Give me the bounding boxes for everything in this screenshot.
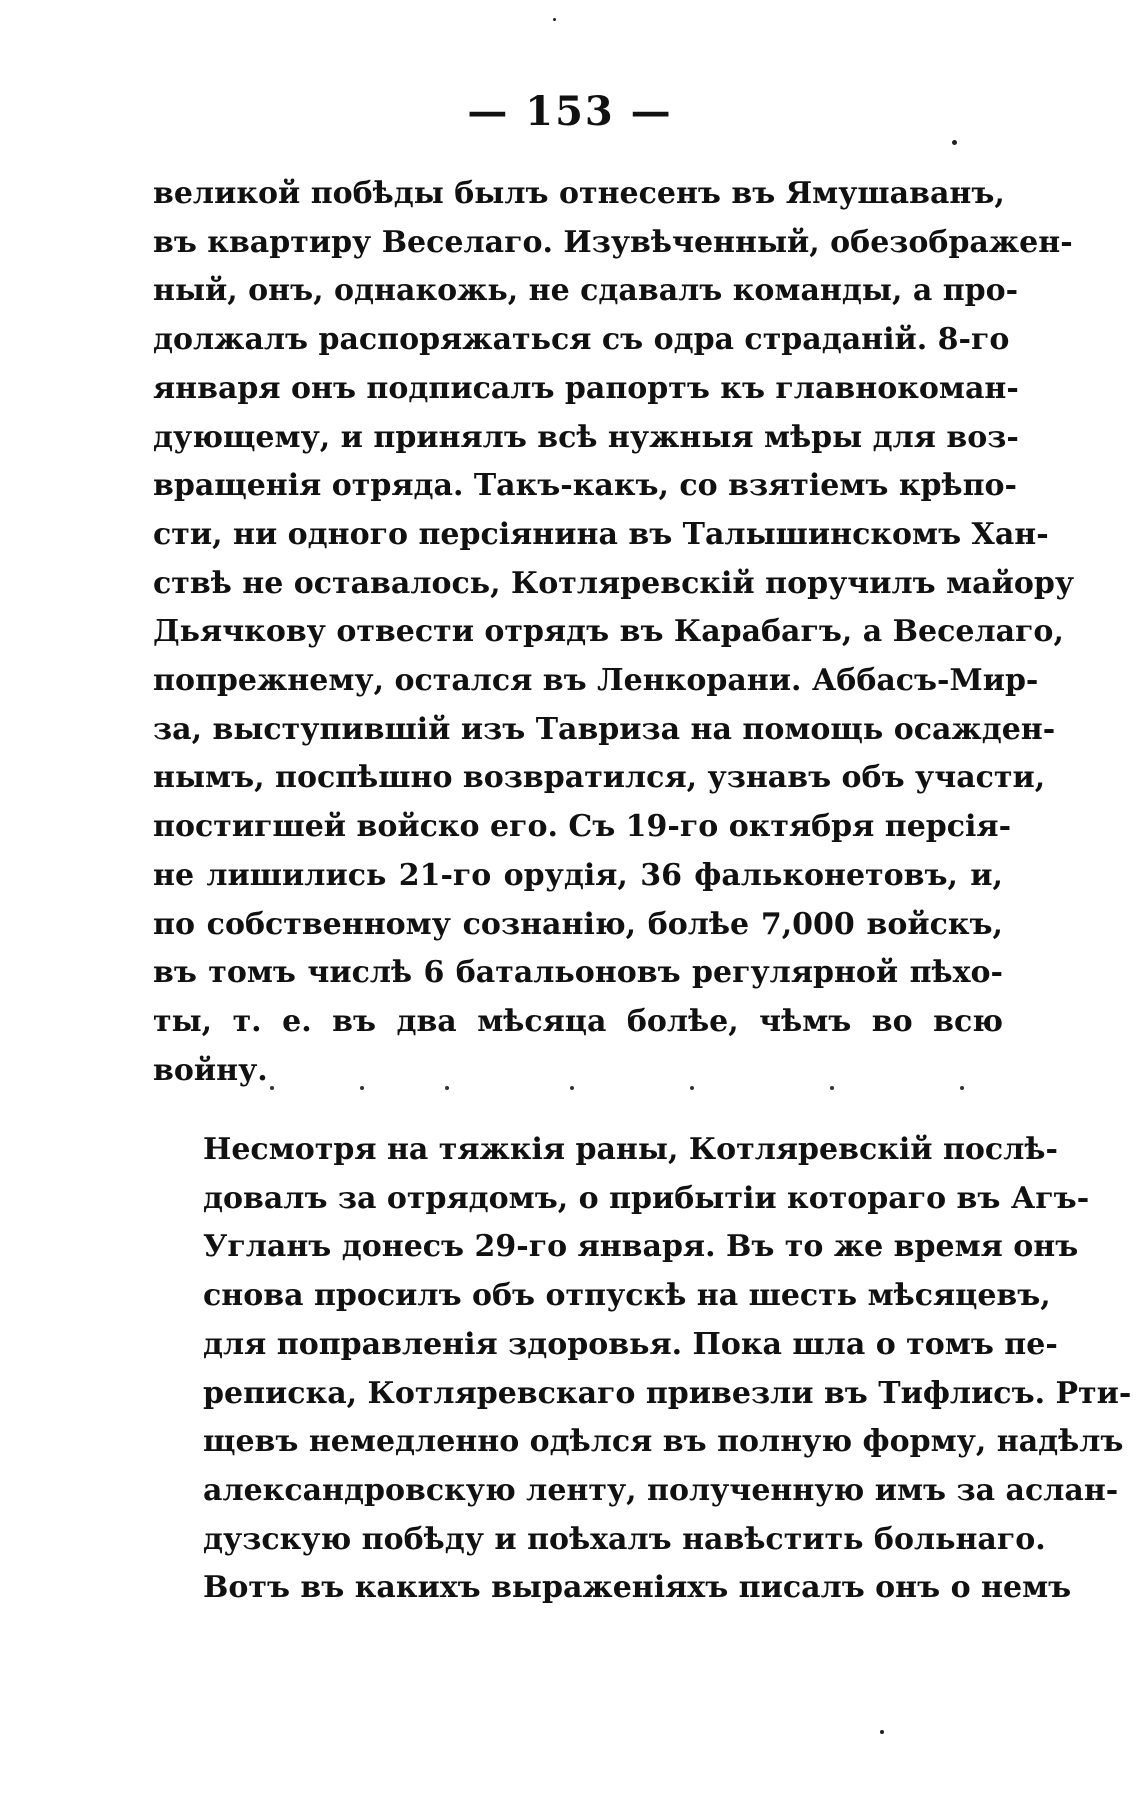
- text-line: января онъ подписалъ рапортъ къ главнокоман-: [153, 370, 1019, 406]
- text-line: ты, т. е. въ два мѣсяца болѣе, чѣмъ во всю: [153, 1003, 1003, 1039]
- text-line: Несмотря на тяжкія раны, Котляревскій послѣ-: [203, 1132, 1058, 1167]
- text-line: нымъ, поспѣшно возвратился, узнавъ объ участи,: [153, 760, 1046, 796]
- text-line: не лишились 21-го орудія, 36 фальконетовъ, и,: [153, 857, 1003, 893]
- text-line: постигшей войско его. Съ 19-го октября персія-: [153, 809, 1012, 845]
- page-number: — 153 —: [467, 88, 673, 135]
- text-line: дузскую побѣду и поѣхалъ навѣстить больнаго.: [203, 1521, 1046, 1557]
- text-line: снова просилъ объ отпускѣ на шесть мѣсяцевъ,: [203, 1278, 1051, 1314]
- text-line: дующему, и принялъ всѣ нужныя мѣры для воз-: [153, 419, 1019, 455]
- print-speck: [880, 1730, 884, 1734]
- text-line: великой побѣды былъ отнесенъ въ Ямушаванъ,: [153, 176, 1005, 211]
- text-line: въ квартиру Веселаго. Изувѣченный, обезображен-: [153, 224, 1073, 260]
- text-line: реписка, Котляревскаго привезли въ Тифлисъ. Рти-: [203, 1375, 1132, 1411]
- text-line: щевъ немедленно одѣлся въ полную форму, надѣлъ: [203, 1424, 1124, 1460]
- text-line: ный, онъ, однакожь, не сдавалъ команды, а про-: [153, 273, 1019, 309]
- text-line: въ томъ числѣ 6 батальоновъ регулярной пѣхо-: [153, 955, 1003, 991]
- print-speck: [553, 18, 556, 21]
- text-line: александровскую ленту, полученную имъ за аслан-: [203, 1472, 1119, 1508]
- text-line: за, выступившій изъ Тавриза на помощь осажден-: [153, 711, 1056, 747]
- text-line: по собственному сознанію, болѣе 7,000 войскъ,: [153, 906, 1003, 942]
- text-line: для поправленія здоровья. Пока шла о томъ пе-: [203, 1326, 1058, 1362]
- text-line: должалъ распоряжаться съ одра страданій. 8-го: [153, 322, 1010, 358]
- text-line: Вотъ въ какихъ выраженіяхъ писалъ онъ о немъ: [203, 1570, 1072, 1606]
- text-line: Угланъ донесъ 29-го января. Въ то же время онъ: [203, 1229, 1079, 1265]
- text-line: попрежнему, остался въ Ленкорани. Аббасъ-Мир-: [153, 663, 1039, 699]
- print-speck: [952, 140, 957, 145]
- section-divider: [270, 1086, 970, 1096]
- text-line: сти, ни одного персіянина въ Талышинскомъ Хан-: [153, 516, 1049, 552]
- text-line: Дьячкову отвести отрядъ въ Карабагъ, а Веселаго,: [153, 614, 1064, 650]
- paragraph-2: [153, 1126, 1132, 1613]
- text-line: войну.: [153, 1052, 268, 1088]
- paragraph-1: [153, 170, 1075, 1095]
- text-line: вращенія отряда. Такъ-какъ, со взятіемъ крѣпо-: [153, 468, 1018, 504]
- text-line: ствѣ не оставалось, Котляревскій поручилъ майору: [153, 565, 1075, 601]
- text-line: довалъ за отрядомъ, о прибытіи котораго въ Агъ-: [203, 1180, 1090, 1216]
